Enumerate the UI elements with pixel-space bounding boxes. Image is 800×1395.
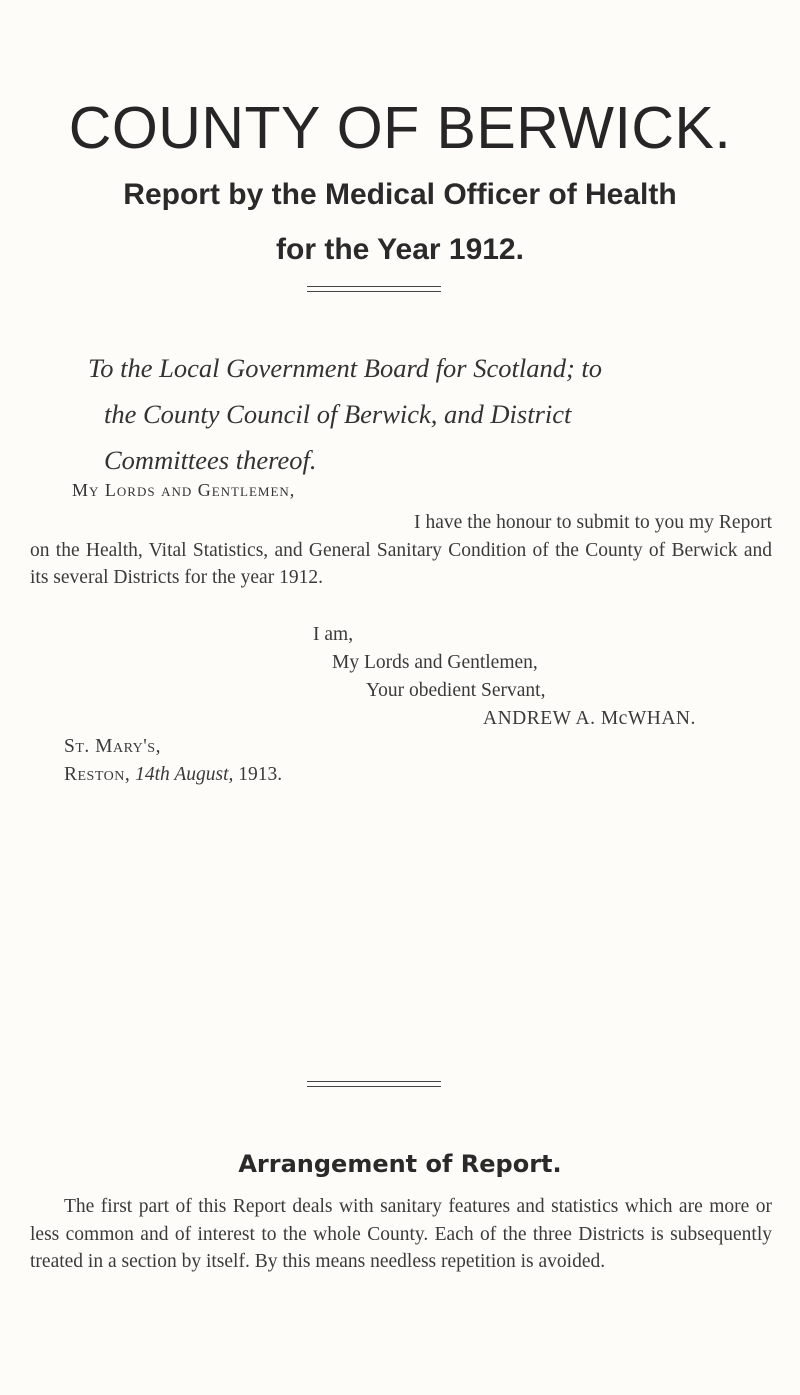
divider: [307, 1086, 441, 1087]
letter-body: [30, 509, 772, 592]
letter-date: 14th August,: [135, 764, 234, 785]
report-year: for the Year 1912.: [276, 233, 524, 266]
addressee-line: To the Local Government Board for Scotland; to: [88, 353, 603, 383]
divider: [307, 1081, 441, 1082]
report-subtitle: Report by the Medical Officer of Health: [123, 178, 677, 211]
section-paragraph: The first part of this Report deals with sanitary features and statistics which are more or less common and of interest to the whole County. Each of the three Districts is subsequently treated in a section by itself. By this means needless repetition is avoided.: [30, 1196, 772, 1272]
page-title: COUNTY OF BERWICK.: [68, 95, 732, 161]
signature: ANDREW A. McWHAN.: [483, 708, 696, 729]
sender-address: St. Mary's,: [64, 736, 161, 757]
salutation: My Lords and Gentlemen,: [72, 480, 296, 500]
addressee-line: the County Council of Berwick, and District: [104, 399, 572, 429]
closing-line: I am,: [313, 624, 354, 645]
closing-line: Your obedient Servant,: [366, 680, 546, 701]
section-heading: Arrangement of Report.: [238, 1150, 562, 1178]
addressee-block: [88, 345, 728, 483]
divider: [307, 291, 441, 292]
sender-town: Reston,: [64, 764, 131, 785]
closing-line: My Lords and Gentlemen,: [332, 652, 538, 673]
letter-paragraph: I have the honour to submit to you my Report on the Health, Vital Statistics, and General Sanitary Condition of the County of Berwick and its several Districts for the year 1912.: [30, 512, 772, 588]
sender-location-date: [64, 761, 282, 789]
section-body: [30, 1193, 772, 1276]
addressee-line: Committees thereof.: [104, 445, 317, 475]
letter-year: 1913.: [238, 764, 283, 785]
divider: [307, 286, 441, 287]
